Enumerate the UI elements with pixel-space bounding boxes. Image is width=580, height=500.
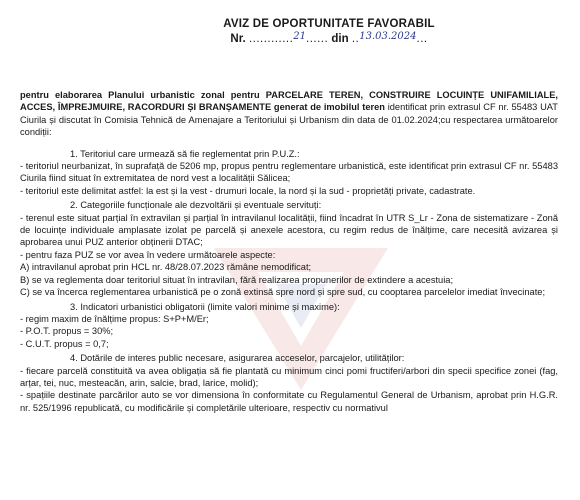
section-3-line: - C.U.T. propus = 0,7; (20, 338, 109, 349)
section-2-line: - pentru faza PUZ se vor avea în vedere următoarele aspecte: (20, 249, 276, 260)
section-2-heading: 2. Categoriile funcționale ale dezvoltării și eventuale servituți: (70, 200, 322, 211)
section-4-line: - fiecare parcelă constituită va avea obligația să fie plantată cu minimum cinci pomi fructiferi/arbori din specii specifice zonei (fag, arțar, tei, nuc, mesteacăn, arin, salcie, brad, larice, molid); (20, 365, 558, 388)
section-4-heading: 4. Dotările de interes public necesare, asigurarea acceselor, parcajelor, utilităților: (70, 353, 405, 364)
section-3-line: - regim maxim de înălțime propus: S+P+M/Er; (20, 313, 209, 324)
section-4-line: - spațiile destinate parcărilor auto se vor dimensiona în conformitate cu Regulamentul General de Urbanism, aprobat prin H.G.R. nr. 525/1996 republicată, cu modificările și completările ulterioare, respectiv cu normativul (20, 390, 558, 413)
din-label: din (331, 33, 349, 45)
document-title: AVIZ DE OPORTUNITATE FAVORABIL (223, 18, 435, 30)
section-2-line: C) se va încerca reglementarea urbanistică pe o zonă extinsă spre nord și spre sud, cu cooptarea parcelelor imediat învecinate; (20, 287, 546, 298)
section-2-line: B) se va reglementa doar teritoriul situat în intravilan, fără realizarea propunerilor de extindere a acestuia; (20, 274, 454, 285)
nr-label: Nr. (230, 33, 246, 45)
section-2-line: - terenul este situat parțial în extravilan și parțial în intravilanul localității, fiind încadrat în UTR S_Lr - Zona de sistematizare - Zonă de locuințe individuale amplasate izolat pe parcelă și anexele acestora, cu regim redus de înălțime, care necesită avizarea și aprobarea unui PUZ anterior obținerii DTAC; (20, 212, 558, 248)
date-handwritten-value: 13.03.2024 (359, 31, 417, 42)
section-1-heading: 1. Teritoriul care urmează să fie reglementat prin P.U.Z.: (70, 148, 300, 159)
section-3-heading: 3. Indicatori urbanistici obligatorii (limite valori minime și maxime): (70, 301, 340, 312)
section-2-line: A) intravilanul aprobat prin HCL nr. 48/28.07.2023 rămâne nemodificat; (20, 262, 312, 273)
document-number-line: Nr. ............21...... din ..13.03.2024... (230, 31, 428, 45)
intro-paragraph: pentru elaborarea Planului urbanistic zonal pentru PARCELARE TEREN, CONSTRUIRE LOCUINȚE UNIFAMILIALE, ACCES, ÎMPREJMUIRE, RACORDURI ȘI BRANȘAMENTE generat de imobilul teren identificat prin extrasul CF nr. 55483 UAT Ciurila și discutat în Comisia Tehnică de Amenajare a Teritoriului și Urbanism din data de 01.02.2024;cu respectarea următoarelor condiții: (20, 90, 558, 138)
document-body (20, 89, 558, 414)
section-3-line: - P.O.T. propus = 30%; (20, 326, 114, 337)
section-1-line: - teritoriul neurbanizat, în suprafață de 5206 mp, propus pentru reglementare urbanistică, este identificat prin extrasul CF nr. 55483 Ciurila fiind situat în extremitatea de nord vest a localității Sălicea; (20, 161, 558, 184)
nr-handwritten-value: 21 (293, 31, 307, 42)
section-1-line: - teritoriul este delimitat astfel: la est și la vest - drumuri locale, la nord și la sud - proprietăți private, cadastrate. (20, 185, 476, 196)
